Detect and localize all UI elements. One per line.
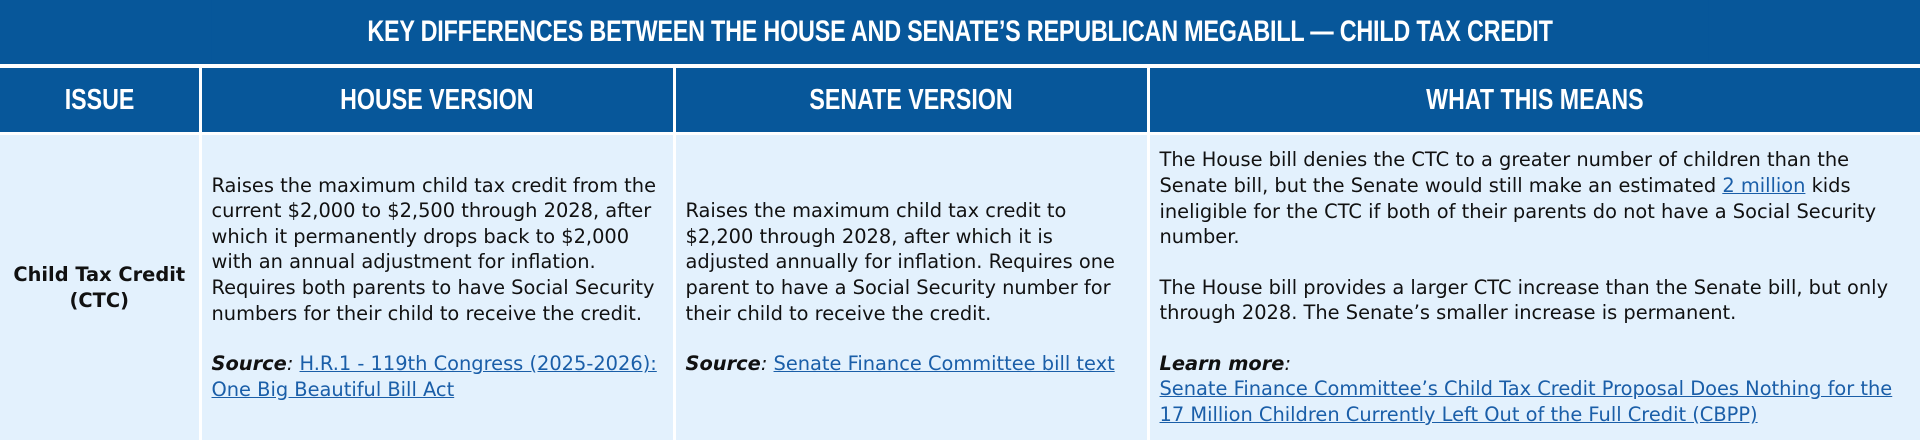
source-label: Source [211,352,287,376]
cell-what-this-means [1148,134,1920,441]
two-million-link[interactable]: 2 million [1722,173,1806,197]
header-what-this-means: WHAT THIS MEANS [1148,66,1920,134]
cell-senate-version [674,134,1148,441]
header-issue: ISSUE [0,66,200,134]
senate-text: Raises the maximum child tax credit to $2,200 through 2028, after which it is adjusted annually for inflation. Requires one parent to have a Social Security number for their child to receive the credit. [685,199,1115,325]
source-sep: : [760,352,774,376]
house-source [212,351,663,402]
senate-source [686,351,1137,377]
header-row [0,66,1920,134]
learn-more-label: Learn more [1159,351,1285,375]
comparison-table [0,64,1920,440]
senate-source-link[interactable]: Senate Finance Committee bill text [773,352,1115,376]
issue-label: Child Tax Credit (CTC) [13,262,186,312]
means-paragraph-2: The House bill provides a larger CTC increase than the Senate bill, but only through 2028. The Senate’s smaller increase is permanent. [1159,275,1889,325]
means-paragraph-1: The House bill denies the CTC to a greater number of children than the Senate bill, but the Senate would still make an estimated 2 million kids ineligible for the CTC if both of their parents do not have a Social Security number. [1159,148,1877,249]
house-text: Raises the maximum child tax credit from the current $2,000 to $2,500 through 2028, after which it permanently drops back to $2,000 with an annual adjustment for inflation. Requires both parents to have Social Security numbers for their child to receive the credit. [211,173,656,325]
header-house-version: HOUSE VERSION [200,66,674,134]
page-title: KEY DIFFERENCES BETWEEN THE HOUSE AND SENATE’S REPUBLICAN MEGABILL — CHILD TAX CREDIT [211,0,1709,64]
source-sep: : [286,352,300,376]
title-banner [0,0,1920,64]
source-label: Source [685,352,761,376]
learn-more: Learn more: Senate Finance Committee’s Child Tax Credit Proposal Does Nothing for the 17 Million Children Currently Left Out of the Full Credit (CBPP) [1159,351,1893,427]
cell-house-version [200,134,674,441]
cell-issue [0,134,200,441]
header-senate-version: SENATE VERSION [674,66,1148,134]
cbpp-link[interactable]: Senate Finance Committee’s Child Tax Credit Proposal Does Nothing for the 17 Million Children Currently Left Out of the Full Credit (CBPP) [1159,377,1893,427]
house-source-link[interactable]: H.R.1 - 119th Congress (2025-2026): One Big Beautiful Bill Act [211,352,657,401]
table-row [0,134,1920,441]
